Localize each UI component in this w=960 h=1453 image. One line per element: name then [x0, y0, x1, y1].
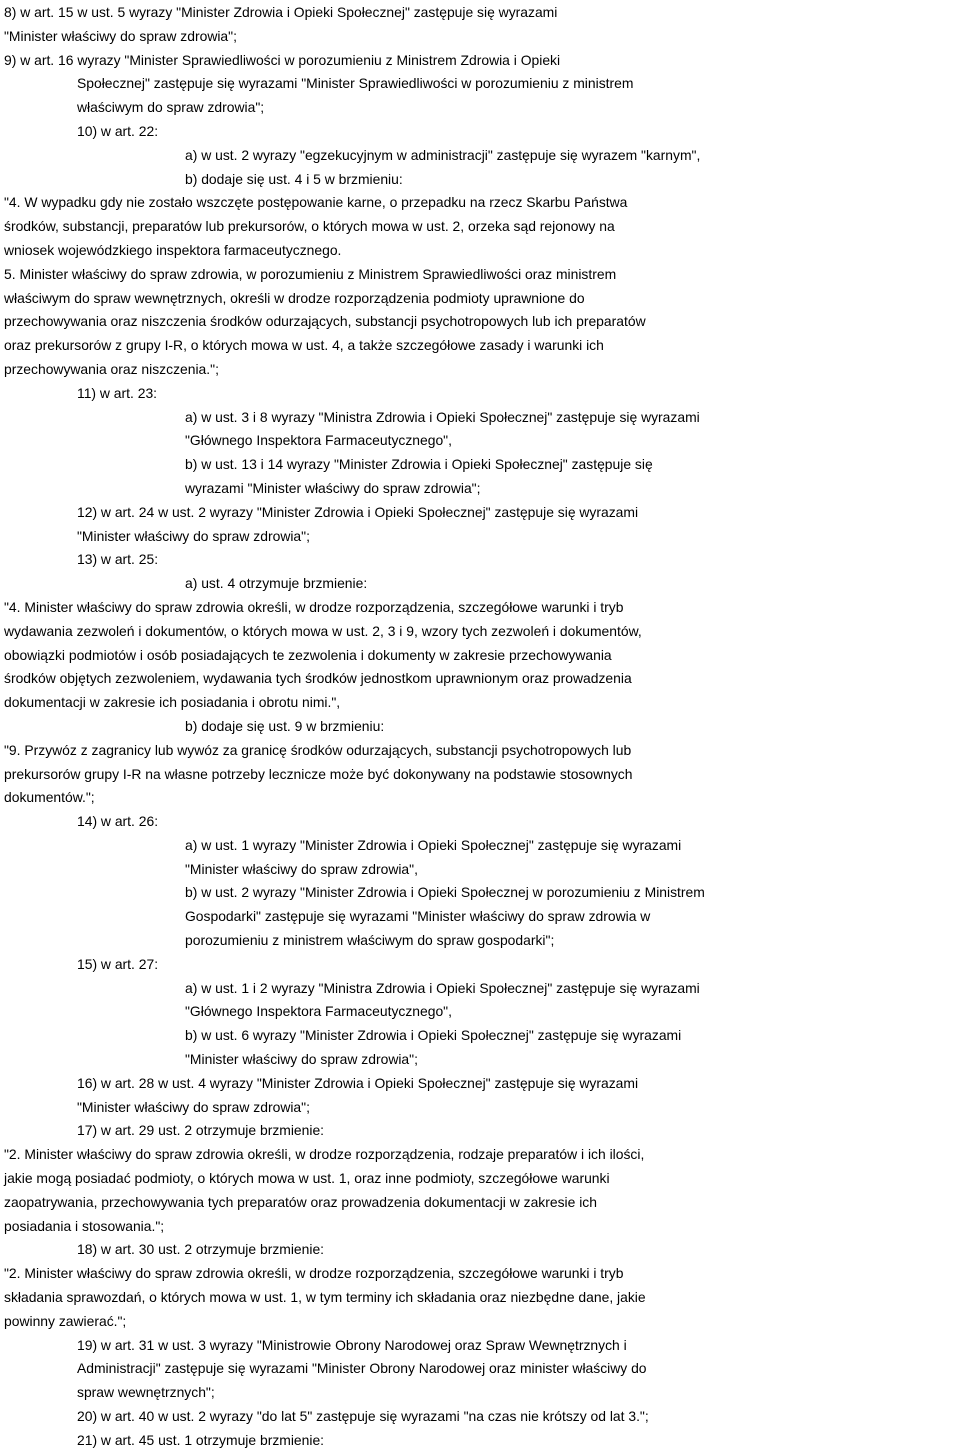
text-line: 10) w art. 22: [77, 122, 159, 139]
text-line: b) w ust. 13 i 14 wyrazy "Minister Zdrowia i Opieki Społecznej" zastępuje się [185, 456, 653, 473]
text-line: zaopatrywania, przechowywania tych preparatów oraz prowadzenia dokumentacji w zakresie ich [4, 1193, 597, 1210]
text-line: a) w ust. 3 i 8 wyrazy "Ministra Zdrowia i Opieki Społecznej" zastępuje się wyrazami [185, 408, 700, 425]
text-line: składania sprawozdań, o których mowa w ust. 1, w tym terminy ich składania oraz niezbędne dane, jakie [4, 1289, 646, 1306]
text-line: "Minister właściwy do spraw zdrowia"; [77, 1098, 310, 1115]
text-line: "Głównego Inspektora Farmaceutycznego", [185, 432, 452, 449]
text-line: a) ust. 4 otrzymuje brzmienie: [185, 575, 368, 592]
text-line: 21) w art. 45 ust. 1 otrzymuje brzmienie: [77, 1431, 325, 1448]
text-line: "4. Minister właściwy do spraw zdrowia określi, w drodze rozporządzenia, szczegółowe warunki i tryb [4, 598, 624, 615]
text-line: oraz prekursorów z grupy I-R, o których mowa w ust. 4, a także szczegółowe zasady i warunki ich [4, 337, 604, 354]
text-line: 9) w art. 16 wyrazy "Minister Sprawiedliwości w porozumieniu z Ministrem Zdrowia i Opieki [4, 51, 561, 68]
text-line: jakie mogą posiadać podmioty, o których mowa w ust. 1, oraz inne podmioty, szczegółowe warunki [4, 1170, 610, 1187]
text-line: obowiązki podmiotów i osób posiadających te zezwolenia i dokumenty w zakresie przechowywania [4, 646, 612, 663]
text-line: 12) w art. 24 w ust. 2 wyrazy "Minister Zdrowia i Opieki Społecznej" zastępuje się wyrazami [77, 503, 639, 520]
text-line: dokumentacji w zakresie ich posiadania i obrotu nimi.", [4, 694, 341, 711]
text-line: środków, substancji, preparatów lub prekursorów, o których mowa w ust. 2, orzeka sąd rejonowy na [4, 218, 615, 235]
text-line: 11) w art. 23: [77, 384, 158, 401]
text-line: 8) w art. 15 w ust. 5 wyrazy "Minister Zdrowia i Opieki Społecznej" zastępuje się wyrazami [4, 4, 558, 20]
text-line: właściwym do spraw zdrowia"; [77, 99, 265, 116]
text-line: Społecznej" zastępuje się wyrazami "Minister Sprawiedliwości w porozumieniu z ministrem [77, 75, 634, 92]
text-line: 5. Minister właściwy do spraw zdrowia, w porozumieniu z Ministrem Sprawiedliwości oraz ministrem [4, 265, 617, 282]
text-line: porozumieniu z ministrem właściwym do spraw gospodarki"; [185, 932, 555, 949]
text-line: dokumentów."; [4, 789, 95, 806]
text-line: "Minister właściwy do spraw zdrowia"; [77, 527, 310, 544]
text-line: posiadania i stosowania."; [4, 1217, 165, 1234]
text-line: wyrazami "Minister właściwy do spraw zdrowia"; [185, 479, 481, 496]
text-line: a) w ust. 1 wyrazy "Minister Zdrowia i Opieki Społecznej" zastępuje się wyrazami [185, 836, 682, 853]
text-line: przechowywania oraz niszczenia środków odurzających, substancji psychotropowych lub ich preparatów [4, 313, 646, 330]
text-line: wniosek wojewódzkiego inspektora farmaceutycznego. [4, 241, 342, 258]
text-line: środków objętych zezwoleniem, wydawania tych środków jednostkom uprawnionym oraz prowadzenia [4, 670, 632, 687]
text-line: a) w ust. 1 i 2 wyrazy "Ministra Zdrowia i Opieki Społecznej" zastępuje się wyrazami [185, 979, 700, 996]
text-line: "Minister właściwy do spraw zdrowia", [185, 860, 418, 877]
text-line: 13) w art. 25: [77, 551, 159, 568]
text-line: 19) w art. 31 w ust. 3 wyrazy "Ministrowie Obrony Narodowej oraz Spraw Wewnętrznych i [77, 1336, 627, 1353]
text-line: "9. Przywóz z zagranicy lub wywóz za granicę środków odurzających, substancji psychotropowych lub [4, 741, 632, 758]
text-line: właściwym do spraw wewnętrznych, określi w drodze rozporządzenia podmioty uprawnione do [4, 289, 585, 306]
text-line: powinny zawierać."; [4, 1312, 127, 1329]
text-line: "2. Minister właściwy do spraw zdrowia określi, w drodze rozporządzenia, szczegółowe warunki i tryb [4, 1265, 624, 1282]
text-line: b) dodaje się ust. 9 w brzmieniu: [185, 717, 385, 734]
text-line: a) w ust. 2 wyrazy "egzekucyjnym w administracji" zastępuje się wyrazem "karnym", [185, 146, 701, 163]
text-line: b) w ust. 2 wyrazy "Minister Zdrowia i Opieki Społecznej w porozumieniu z Ministrem [185, 884, 705, 901]
text-line: 20) w art. 40 w ust. 2 wyrazy "do lat 5" zastępuje się wyrazami "na czas nie krótszy od lat 3."; [77, 1408, 649, 1425]
text-line: "2. Minister właściwy do spraw zdrowia określi, w drodze rozporządzenia, rodzaje preparatów i ich ilości, [4, 1146, 645, 1163]
text-line: 14) w art. 26: [77, 813, 159, 830]
text-line: spraw wewnętrznych"; [77, 1384, 215, 1401]
text-line: "Minister właściwy do spraw zdrowia"; [185, 1051, 418, 1068]
text-line: 17) w art. 29 ust. 2 otrzymuje brzmienie: [77, 1122, 325, 1139]
text-line: "Głównego Inspektora Farmaceutycznego", [185, 1003, 452, 1020]
text-line: b) w ust. 6 wyrazy "Minister Zdrowia i Opieki Społecznej" zastępuje się wyrazami [185, 1027, 682, 1044]
text-line: wydawania zezwoleń i dokumentów, o których mowa w ust. 2, 3 i 9, wzory tych zezwoleń i dokumentów, [4, 622, 642, 639]
text-line: 15) w art. 27: [77, 955, 159, 972]
text-line: "Minister właściwy do spraw zdrowia"; [4, 27, 237, 44]
text-line: 16) w art. 28 w ust. 4 wyrazy "Minister Zdrowia i Opieki Społecznej" zastępuje się wyrazami [77, 1074, 639, 1091]
text-line: Gospodarki" zastępuje się wyrazami "Minister właściwy do spraw zdrowia w [185, 908, 651, 925]
text-line: prekursorów grupy I-R na własne potrzeby lecznicze może być dokonywany na podstawie stosownych [4, 765, 633, 782]
text-line: "4. W wypadku gdy nie zostało wszczęte postępowanie karne, o przepadku na rzecz Skarbu Państwa [4, 194, 628, 211]
text-line: przechowywania oraz niszczenia."; [4, 360, 219, 377]
text-line: 18) w art. 30 ust. 2 otrzymuje brzmienie: [77, 1241, 325, 1258]
text-line: Administracji" zastępuje się wyrazami "Minister Obrony Narodowej oraz minister właściwy do [77, 1360, 647, 1377]
text-line: b) dodaje się ust. 4 i 5 w brzmieniu: [185, 170, 403, 187]
